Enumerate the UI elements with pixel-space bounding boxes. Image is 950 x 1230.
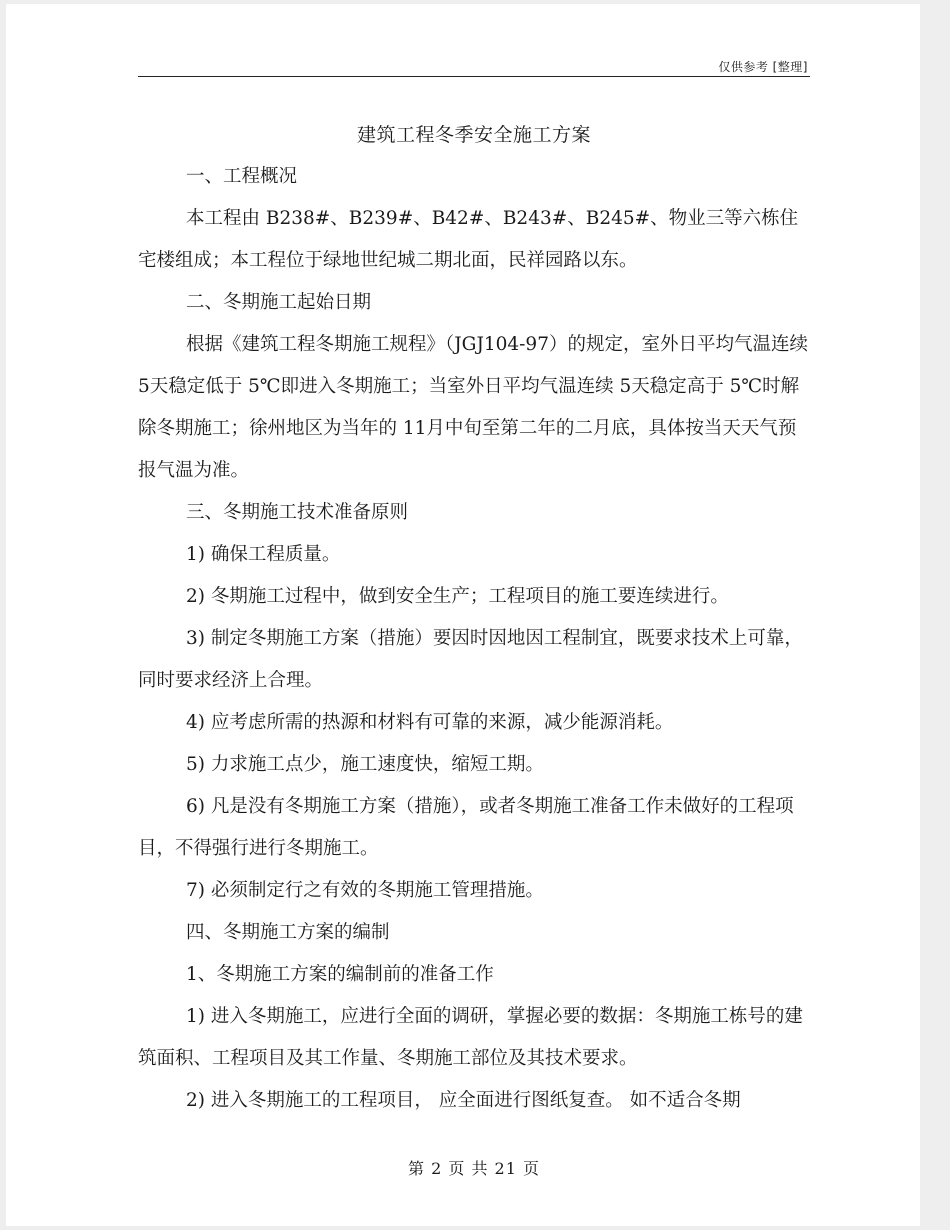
- list-item: 5) 力求施工点少，施工速度快，缩短工期。: [186, 754, 544, 775]
- page-number: 第 2 页 共 21 页: [408, 1159, 540, 1178]
- section-heading-3: 三、冬期施工技术准备原则: [186, 502, 409, 523]
- header-divider: [138, 76, 810, 77]
- paragraph: 根据《建筑工程冬期施工规程》（JGJ104-97）的规定，室外日平均气温连续 5天稳定低于 5℃即进入冬期施工；当室外日平均气温连续 5天稳定高于 5℃时解除冬期施工；徐州地区为当年的 11月中旬至第二年的二月底，具体按当天天气预报气温为准。: [138, 334, 808, 481]
- section-heading-2: 二、冬期施工起始日期: [186, 292, 372, 313]
- list-item: 2) 进入冬期施工的工程项目， 应全面进行图纸复查。 如不适合冬期: [186, 1090, 741, 1111]
- list-item: 6) 凡是没有冬期施工方案（措施），或者冬期施工准备工作未做好的工程项目，不得强行进行冬期施工。: [138, 796, 794, 859]
- subsection-heading: 1、冬期施工方案的编制前的准备工作: [186, 964, 494, 985]
- header-note: 仅供参考 [整理]: [718, 60, 808, 74]
- section-heading-1: 一、工程概况: [186, 166, 298, 187]
- list-item: 1) 进入冬期施工，应进行全面的调研，掌握必要的数据：冬期施工栋号的建筑面积、工程项目及其工作量、冬期施工部位及其技术要求。: [138, 1006, 803, 1069]
- document-page: [6, 4, 920, 1226]
- document-body: [138, 156, 810, 1122]
- list-item: 7) 必须制定行之有效的冬期施工管理措施。: [186, 880, 544, 901]
- list-item: 4) 应考虑所需的热源和材料有可靠的来源，减少能源消耗。: [186, 712, 674, 733]
- list-item: 1) 确保工程质量。: [186, 544, 341, 565]
- paragraph: 本工程由 B238#、B239#、B42#、B243#、B245#、物业三等六栋住宅楼组成；本工程位于绿地世纪城二期北面，民祥园路以东。: [138, 208, 799, 271]
- list-item: 3) 制定冬期施工方案（措施）要因时因地因工程制宜，既要求技术上可靠，同时要求经济上合理。: [138, 628, 803, 691]
- list-item: 2) 冬期施工过程中，做到安全生产；工程项目的施工要连续进行。: [186, 586, 729, 607]
- section-heading-4: 四、冬期施工方案的编制: [186, 922, 390, 943]
- document-title: 建筑工程冬季安全施工方案: [356, 124, 591, 146]
